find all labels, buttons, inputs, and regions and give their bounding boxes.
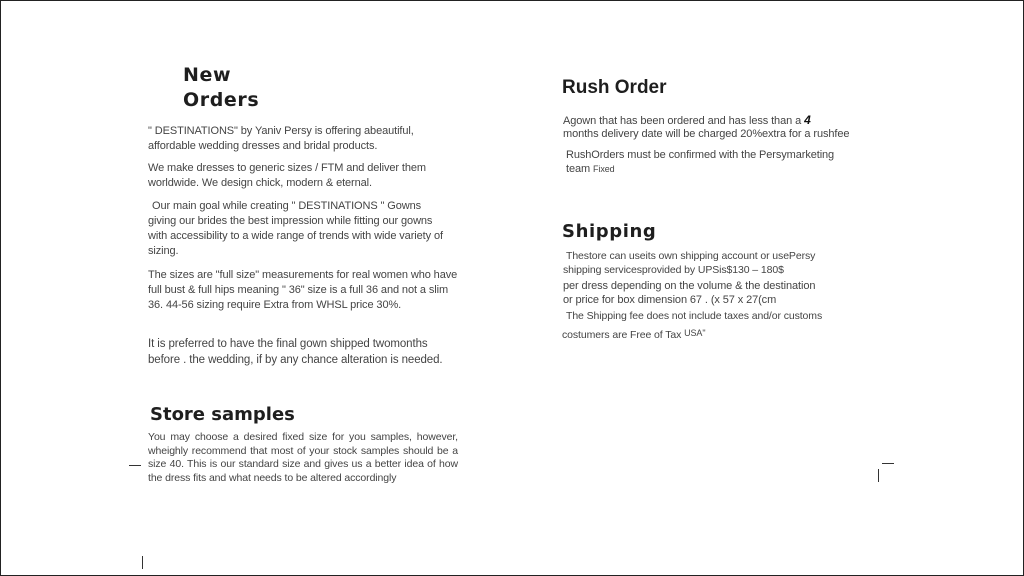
rush-order-title: Rush Order: [562, 77, 667, 98]
rush-order-months-number: 4: [804, 113, 811, 127]
rush-order-line1-text: Agown that has been ordered and has less than a: [563, 115, 802, 127]
new-orders-paragraph-1: " DESTINATIONS" by Yaniv Persy is offering abeautiful, affordable wedding dresses and bridal products.: [148, 125, 414, 152]
shipping-line5: The Shipping fee does not include taxes and/or customs: [566, 310, 823, 322]
rush-order-line2: months delivery date will be charged 20%extra for a rushfee: [563, 128, 850, 140]
rush-order-line4-text: team: [566, 163, 591, 175]
crop-mark-right-vertical: [878, 469, 879, 482]
new-orders-paragraph-4: The sizes are "full size" measurements for real women who have full bust & full hips meaning " 36" size is a full 36 and not a slim 36. 44-56 sizing require Extra from WHSL price 30%.: [148, 269, 458, 311]
new-orders-title-line2: Orders: [183, 89, 260, 111]
shipping-title: Shipping: [562, 221, 657, 242]
crop-mark-left: [129, 465, 141, 466]
rush-order-line3: RushOrders must be confirmed with the Persymarketing: [566, 149, 835, 161]
new-orders-paragraph-2: We make dresses to generic sizes / FTM and deliver them worldwide. We design chick, modern & eternal.: [148, 162, 426, 189]
store-samples-text: You may choose a desired fixed size for you samples, however, wheighly recommend that most of your stock samples should be a size 40. This is our standard size and gives us a better idea of how the dress fits and what needs to be altered accordingly: [148, 431, 458, 484]
shipping-line3: per dress depending on the volume & the destination: [563, 280, 816, 292]
shipping-usa-note: USA": [684, 328, 706, 338]
store-samples-title: Store samples: [150, 404, 295, 425]
new-orders-title: [183, 63, 259, 113]
shipping-line2: shipping servicesprovided by UPSis$130 – 180$: [563, 264, 784, 276]
rush-order-line4: [566, 162, 615, 177]
shipping-line1: Thestore can useits own shipping account or usePersy: [566, 250, 816, 262]
shipping-line4: or price for box dimension 67 . (x 57 x 27(cm: [563, 294, 777, 306]
new-orders-paragraph-5: It is preferred to have the final gown shipped twomonths before . the wedding, if by any chance alteration is needed.: [148, 338, 443, 366]
crop-mark-right: [882, 463, 894, 464]
new-orders-title-line1: New: [183, 64, 232, 86]
shipping-line6: [562, 328, 705, 343]
new-orders-paragraph-3: Our main goal while creating " DESTINATIONS " Gowns giving our brides the best impression while fitting our gowns with accessibility to a wide range of trends with wide variety of sizing.: [148, 200, 443, 257]
rush-order-fixed-note: Fixed: [593, 164, 615, 174]
shipping-line6-text: costumers are Free of Tax: [562, 329, 682, 341]
crop-mark-bottom-left: [142, 556, 143, 569]
